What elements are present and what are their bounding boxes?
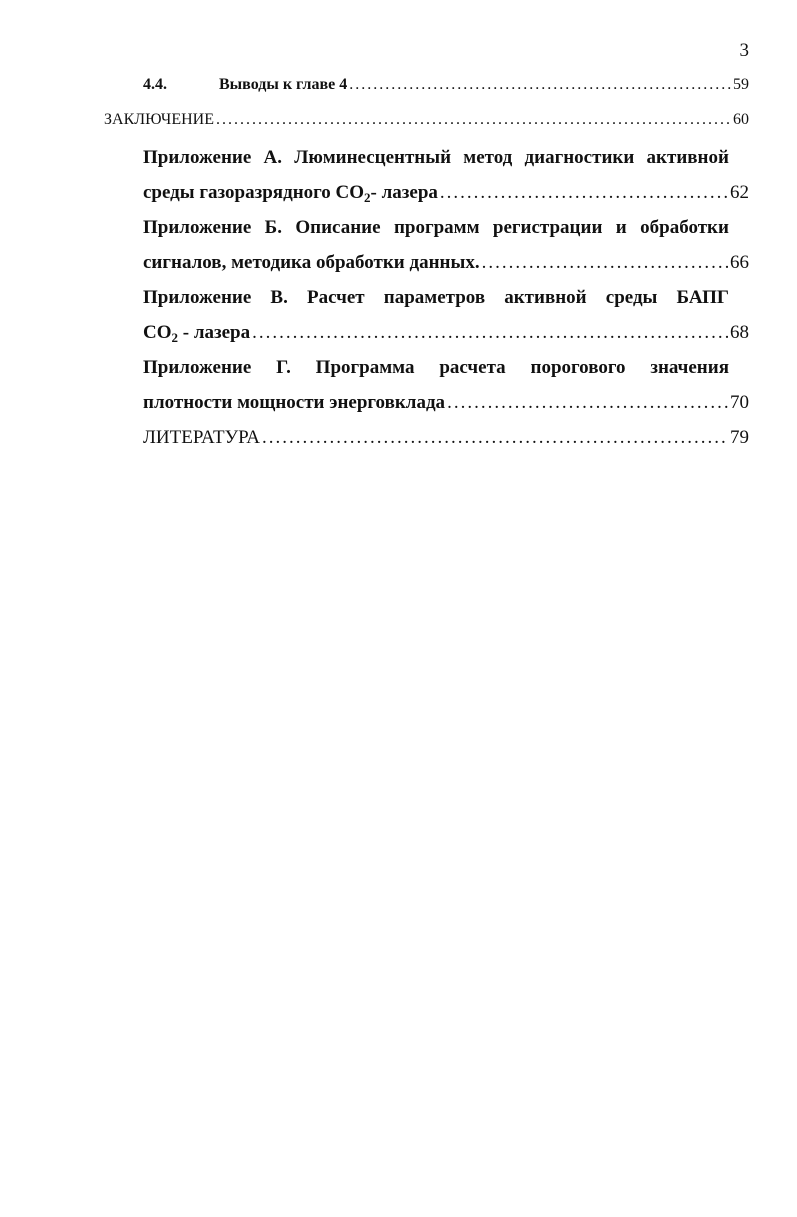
toc-word: расчета: [439, 357, 506, 378]
toc-word: Программа: [315, 357, 415, 378]
toc-word: Приложение: [143, 287, 252, 308]
toc-entry-appendix-v-line2[interactable]: [143, 321, 749, 345]
toc-word: активной: [504, 287, 587, 308]
toc-entry-page: 62: [730, 182, 749, 203]
toc-entry-conclusion[interactable]: [104, 111, 749, 129]
toc-word: Расчет: [307, 287, 365, 308]
subscript: 2: [171, 330, 178, 345]
toc-entry-appendix-v-line1[interactable]: [143, 286, 729, 310]
toc-word: порогового: [530, 357, 626, 378]
toc-entry-appendix-a-line1[interactable]: [143, 146, 729, 170]
toc-leader-dots: [349, 76, 731, 94]
toc-entry-page: 60: [733, 111, 749, 128]
subscript: 2: [364, 190, 371, 205]
toc-word: среды: [605, 287, 658, 308]
toc-word: метод: [463, 147, 513, 168]
toc-entry-page: 79: [730, 427, 749, 448]
page-number: 3: [739, 40, 749, 61]
toc-word: БАПГ: [676, 287, 729, 308]
toc-word: Приложение: [143, 357, 252, 378]
toc-word: Описание: [295, 217, 381, 238]
toc-entry-appendix-a-line2[interactable]: [143, 181, 749, 205]
toc-entry-page: 68: [730, 322, 749, 343]
toc-leader-dots: [252, 321, 728, 345]
toc-entry-title: ЛИТЕРАТУРА: [143, 427, 260, 448]
toc-entry-section-4-4[interactable]: [143, 76, 749, 94]
toc-entry-appendix-b-line2[interactable]: [143, 251, 749, 275]
toc-entry-appendix-g-line1[interactable]: [143, 356, 729, 380]
toc-entry-title: плотности мощности энерговклада: [143, 392, 446, 413]
toc-word: параметров: [383, 287, 486, 308]
toc-word: регистрации: [492, 217, 603, 238]
toc-entry-literature[interactable]: [143, 426, 749, 450]
toc-word: Приложение: [143, 217, 252, 238]
toc-leader-dots: [262, 426, 728, 450]
toc-word: обработки: [640, 217, 729, 238]
toc-entry-title: $CO_2$ - лазера: [143, 322, 251, 345]
toc-word: А.: [263, 147, 283, 168]
toc-word: значения: [650, 357, 729, 378]
toc-word: активной: [646, 147, 729, 168]
toc-word: Б.: [264, 217, 282, 238]
toc-entry-title: ЗАКЛЮЧЕНИЕ: [104, 111, 214, 128]
toc-entry-page: 59: [733, 76, 749, 93]
toc-leader-dots: [216, 111, 731, 129]
toc-entry-title: сигналов, методика обработки данных.: [143, 252, 480, 273]
toc-entry-appendix-b-line1[interactable]: [143, 216, 729, 240]
toc-word: В.: [270, 287, 288, 308]
toc-leader-dots: [447, 391, 728, 415]
toc-word: Приложение: [143, 147, 252, 168]
toc-leader-dots: [440, 181, 728, 205]
toc-entry-title: среды газоразрядного $CO_2-$ лазера: [143, 182, 438, 205]
toc-word: Г.: [276, 357, 291, 378]
toc-word: и: [615, 217, 627, 238]
toc-word: диагностики: [524, 147, 635, 168]
toc-entry-page: 66: [730, 252, 749, 273]
toc-word: программ: [393, 217, 480, 238]
toc-entry-number: 4.4.: [143, 76, 167, 93]
toc-word: Люминесцентный: [294, 147, 452, 168]
toc-entry-page: 70: [730, 392, 749, 413]
toc-entry-appendix-g-line2[interactable]: [143, 391, 749, 415]
toc-entry-title: Выводы к главе 4: [219, 76, 348, 93]
toc-leader-dots: [482, 251, 728, 275]
